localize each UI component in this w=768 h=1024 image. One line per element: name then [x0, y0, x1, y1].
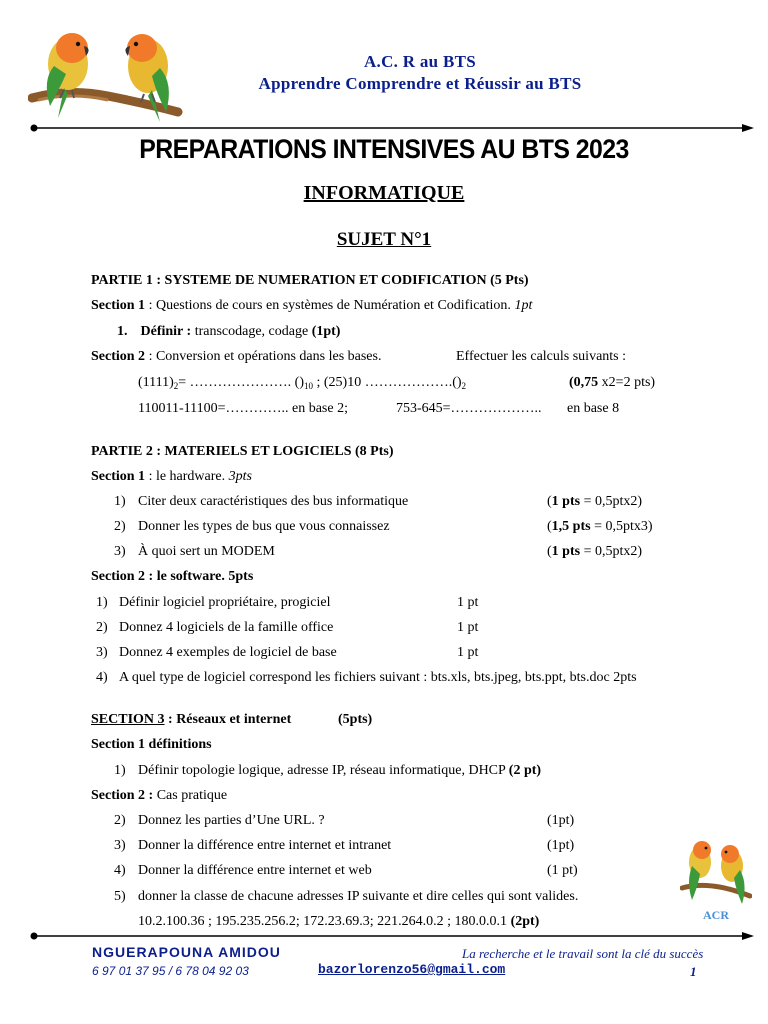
- footer-email-link[interactable]: bazorlorenzo56@gmail.com: [318, 962, 506, 977]
- s3-q-points: (1pt): [547, 813, 575, 828]
- s3-q-num: 1): [114, 763, 126, 778]
- sw-q-num: 1): [96, 595, 108, 610]
- s3-q5-text: donner la classe de chacune adresses IP suivante et dire celles qui sont valides.: [138, 889, 579, 904]
- footer-divider-arrow: [30, 930, 756, 942]
- s3-q-points: (1pt): [547, 838, 575, 853]
- s3-q-num: 5): [114, 889, 126, 904]
- hw-q-text: Citer deux caractéristiques des bus informatique: [138, 494, 409, 509]
- sw-q-num: 2): [96, 620, 108, 635]
- partie1-question1: 1. Définir : transcodage, codage (1pt): [117, 324, 341, 339]
- s3-q-num: 3): [114, 838, 126, 853]
- subject-number: SUJET N°1: [336, 229, 432, 250]
- sw-q-text: Définir logiciel propriétaire, progiciel: [119, 595, 331, 610]
- footer-motto: La recherche et le travail sont la clé du succès: [462, 946, 704, 961]
- footer-phones: 6 97 01 37 95 / 6 78 04 92 03: [92, 964, 249, 978]
- sw-q-text: Donnez 4 logiciels de la famille office: [119, 620, 334, 635]
- sw-q-num: 3): [96, 645, 108, 660]
- calc-line-1-points: (0,75 x2=2 pts): [569, 375, 656, 390]
- partie1-heading: PARTIE 1 : SYSTEME DE NUMERATION ET CODIFICATION (5 Pts): [91, 273, 529, 288]
- section3-points: (5pts): [338, 712, 373, 727]
- section3-sub2-heading: Section 2 : Cas pratique: [91, 788, 228, 803]
- acr-parrots-icon: [680, 826, 752, 910]
- hw-q-num: 2): [114, 519, 126, 534]
- sw-q-points: 1 pt: [457, 645, 479, 660]
- sw-q-text: A quel type de logiciel correspond les fichiers suivant : bts.xls, bts.jpeg, bts.ppt, bts.doc 2pts: [119, 670, 637, 685]
- partie1-section1: Section 1 : Questions de cours en systèmes de Numération et Codification. 1pt: [91, 298, 533, 313]
- section3-heading: SECTION 3 : Réseaux et internet: [91, 712, 292, 727]
- partie2-section2-heading: Section 2 : le software. 5pts: [91, 569, 254, 584]
- hw-q-num: 1): [114, 494, 126, 509]
- partie1-section2-instruction: Effectuer les calculs suivants :: [456, 349, 627, 364]
- s3-q-text: Donnez les parties d’Une URL. ?: [138, 813, 325, 828]
- calc-line-2b: 753-645=………………..: [396, 401, 542, 416]
- calc-line-2: 110011-11100=………….. en base 2;: [138, 401, 348, 416]
- sw-q-text: Donnez 4 exemples de logiciel de base: [119, 645, 337, 660]
- hw-q-num: 3): [114, 544, 126, 559]
- subject-title: INFORMATIQUE: [303, 182, 465, 204]
- hw-q-points: (1 pts = 0,5ptx2): [547, 494, 643, 509]
- hw-q-points: (1,5 pts = 0,5ptx3): [547, 519, 653, 534]
- footer-author: NGUERAPOUNA AMIDOU: [92, 944, 281, 960]
- hw-q-points: (1 pts = 0,5ptx2): [547, 544, 643, 559]
- acr-logo-label: ACR: [703, 908, 729, 922]
- s3-q-points: (1 pt): [547, 863, 578, 878]
- calc-line-2-base: en base 8: [567, 401, 620, 416]
- partie1-section2: Section 2 : Conversion et opérations dans les bases.: [91, 349, 382, 364]
- sw-q-points: 1 pt: [457, 595, 479, 610]
- s3-q-text: Donner la différence entre internet et intranet: [138, 838, 392, 853]
- s3-q-num: 2): [114, 813, 126, 828]
- hw-q-text: À quoi sert un MODEM: [138, 544, 275, 559]
- main-title: PREPARATIONS INTENSIVES AU BTS 2023: [139, 134, 629, 164]
- calc-line-1: $(1111)_2=$ …………………. $()_{10}$ ; (25)10 $\dots\dots\dots\dots\dots\dots.()_2$: [138, 375, 467, 391]
- org-tagline: Apprendre Comprendre et Réussir au BTS: [258, 74, 582, 93]
- s3-q1: Définir topologie logique, adresse IP, réseau informatique, DHCP (2 pt): [138, 763, 542, 778]
- s3-q-num: 4): [114, 863, 126, 878]
- section3-sub1-heading: Section 1 définitions: [91, 737, 212, 752]
- partie2-heading: PARTIE 2 : MATERIELS ET LOGICIELS (8 Pts): [91, 444, 394, 459]
- page-number: 1: [690, 964, 697, 979]
- s3-q5-ips: 10.2.100.36 ; 195.235.256.2; 172.23.69.3; 221.264.0.2 ; 180.0.0.1 (2pt): [138, 914, 540, 929]
- org-name: A.C. R au BTS: [363, 52, 477, 71]
- parrots-on-branch-icon: [28, 14, 184, 126]
- sw-q-points: 1 pt: [457, 620, 479, 635]
- partie2-section1: Section 1 : le hardware. 3pts: [91, 469, 252, 484]
- header-divider-arrow: [30, 122, 756, 134]
- hw-q-text: Donner les types de bus que vous connaissez: [138, 519, 390, 534]
- sw-q-num: 4): [96, 670, 108, 685]
- s3-q-text: Donner la différence entre internet et web: [138, 863, 372, 878]
